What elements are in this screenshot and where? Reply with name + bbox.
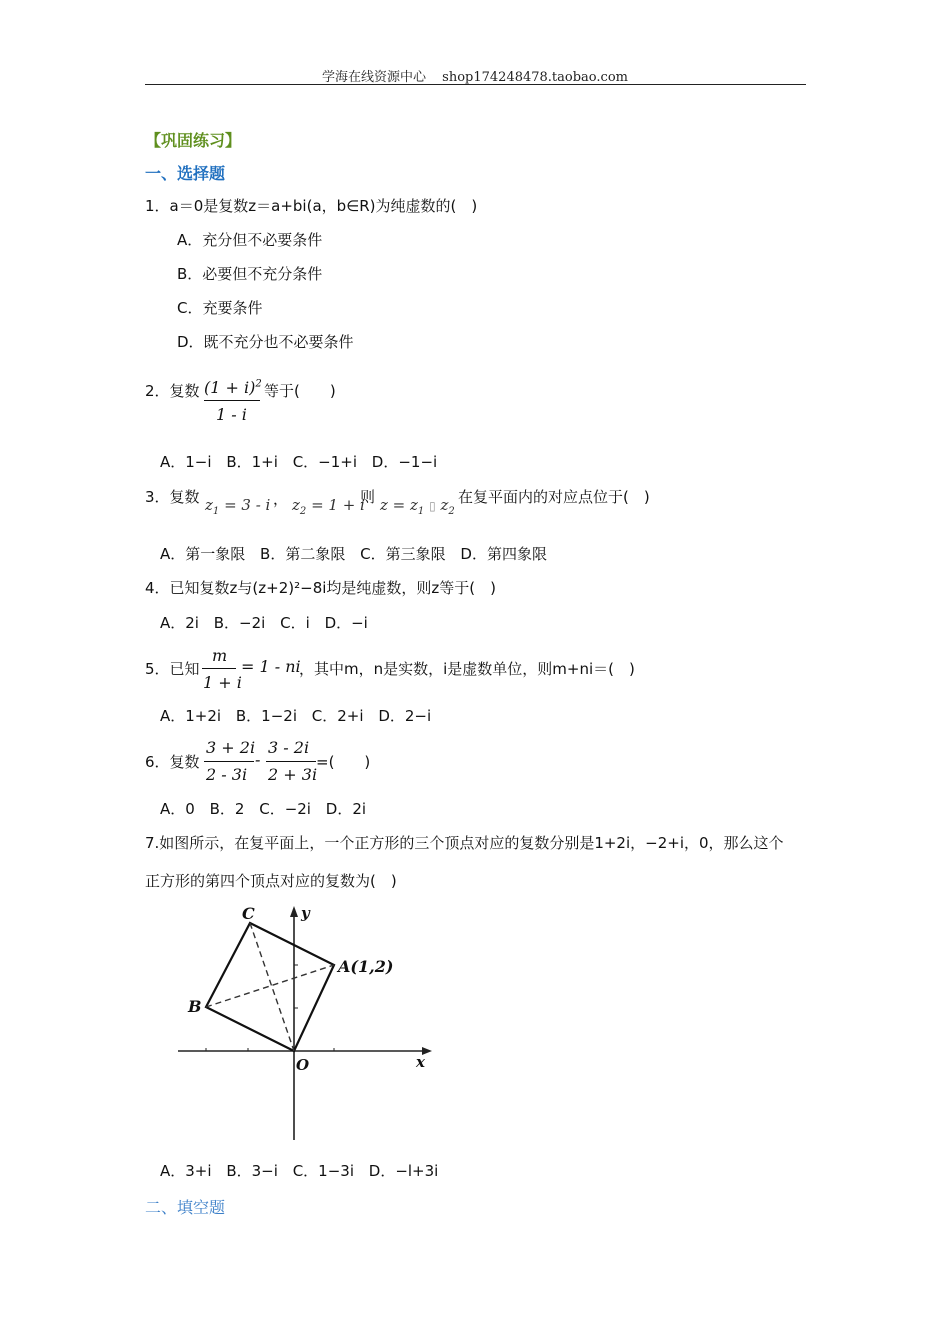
q2-numerator: [204, 378, 262, 397]
q6-option-a: A．0: [160, 800, 195, 818]
q7-option-c: C．1−3i: [292, 1162, 354, 1180]
page-header: [0, 66, 950, 85]
label-y: y: [301, 904, 310, 922]
q4-option-b: B．−2i: [213, 614, 266, 632]
q2-num-text: (1 + i): [204, 378, 256, 397]
label-a: A(1,2): [338, 957, 394, 976]
q4-stem: 4．已知复数z与(z+2)²−8i均是纯虚数，则z等于( ): [145, 579, 496, 597]
q3-z1: [205, 496, 270, 517]
square-figure: [170, 900, 440, 1145]
q6-fraction-bar-2: [266, 761, 316, 762]
q2-option-c: C．−1+i: [292, 453, 358, 471]
q7-line2: 正方形的第四个顶点对应的复数为( ): [145, 872, 397, 890]
q6-minus: -: [255, 750, 261, 769]
q1-option-c: C．充要条件: [177, 299, 263, 317]
q3-z2-sub: 2: [299, 506, 307, 517]
q3-z-sub2: 2: [448, 506, 455, 517]
q3-option-d: D．第四象限: [460, 545, 547, 563]
q2-prefix: 2．复数: [145, 382, 200, 400]
q3-option-c: C．第三象限: [360, 545, 446, 563]
q4-option-d: D．−i: [324, 614, 368, 632]
q5-rhs: = 1 - ni: [241, 657, 301, 676]
q2-option-b: B．1+i: [226, 453, 278, 471]
square-outline: [206, 923, 334, 1051]
q3-option-a: A．第一象限: [160, 545, 246, 563]
part1-title: 一、选择题: [145, 164, 226, 183]
q3-z-letter: z: [440, 496, 449, 514]
q7-option-b: B．3−i: [226, 1162, 278, 1180]
q2-denominator: 1 - i: [216, 405, 247, 424]
q6-option-d: D．2i: [325, 800, 367, 818]
q6-options: [160, 798, 376, 819]
q3-z1-expr: = 3 - i: [224, 496, 271, 514]
q5-option-d: D．2−i: [378, 707, 432, 725]
q6-option-c: C．−2i: [259, 800, 311, 818]
q1-option-a: A．充分但不必要条件: [177, 231, 323, 249]
q3-z-expr: z = z: [380, 496, 418, 514]
q1-option-b: B．必要但不充分条件: [177, 265, 323, 283]
q1-option-d: D．既不充分也不必要条件: [177, 333, 354, 351]
q3-comma: ，: [273, 490, 289, 508]
q3-z1-letter: z: [205, 496, 213, 514]
q6-den2: 2 + 3i: [268, 765, 318, 784]
q4-option-a: A．2i: [160, 614, 199, 632]
q3-z2-letter: z: [292, 496, 300, 514]
q2-power: 2: [255, 378, 262, 390]
q5-option-b: B．1−2i: [235, 707, 297, 725]
header-site: 学海在线资源中心: [322, 70, 427, 85]
q6-den1: 2 - 3i: [206, 765, 248, 784]
label-c: C: [242, 904, 255, 923]
q6-num1: 3 + 2i: [206, 738, 256, 757]
header-shop: shop174248478.taobao.com: [442, 70, 628, 85]
q4-option-c: C．i: [280, 614, 310, 632]
q2-fraction-bar: [204, 400, 260, 401]
label-o: O: [296, 1056, 310, 1074]
q7-options: [160, 1160, 448, 1181]
q6-option-b: B．2: [209, 800, 245, 818]
q3-z1-sub: 1: [212, 506, 220, 517]
q3-z2-expr: = 1 + i: [311, 496, 365, 514]
q5-options: [160, 705, 441, 726]
q3-z2: [292, 496, 365, 517]
q3-prefix: 3．复数: [145, 488, 200, 506]
q5-suffix: ，其中m，n是实数，i是虚数单位，则m+ni＝( ): [299, 660, 635, 678]
q6-fraction-bar-1: [204, 761, 254, 762]
q3-options: [160, 543, 557, 564]
q6-num2: 3 - 2i: [268, 738, 310, 757]
q3-operator-box: ▯: [429, 499, 436, 513]
q3-option-b: B．第二象限: [260, 545, 346, 563]
part2-title: 二、填空题: [145, 1198, 226, 1217]
q5-option-c: C．2+i: [311, 707, 364, 725]
y-axis-arrow-icon: [290, 906, 298, 917]
q4-options: [160, 612, 378, 633]
q5-numerator: m: [212, 646, 228, 665]
q3-z: [380, 496, 455, 517]
section-title: 【巩固练习】: [145, 131, 242, 150]
q6-suffix: =( ): [316, 753, 371, 771]
q2-option-d: D．−1−i: [371, 453, 438, 471]
q5-denominator: 1 + i: [203, 673, 242, 692]
q3-z-sub1: 1: [417, 506, 425, 517]
q7-option-d: D．−l+3i: [368, 1162, 439, 1180]
q2-options: [160, 451, 447, 472]
label-x: x: [416, 1053, 425, 1071]
q5-fraction-bar: [202, 668, 236, 669]
q1-stem: 1．a＝0是复数z＝a+bi(a，b∈R)为纯虚数的( ): [145, 197, 478, 215]
q7-option-a: A．3+i: [160, 1162, 212, 1180]
label-b: B: [188, 997, 202, 1016]
q5-prefix: 5．已知: [145, 660, 200, 678]
q3-suffix: 在复平面内的对应点位于( ): [458, 488, 650, 506]
q6-prefix: 6．复数: [145, 753, 200, 771]
q2-option-a: A．1−i: [160, 453, 212, 471]
q3-then: 则: [360, 488, 376, 506]
q5-option-a: A．1+2i: [160, 707, 222, 725]
header-rule: [145, 84, 806, 85]
q2-suffix: 等于( ): [264, 382, 336, 400]
q7-line1: 7.如图所示，在复平面上，一个正方形的三个顶点对应的复数分别是1+2i，−2+i，0，那么这个: [145, 834, 784, 852]
